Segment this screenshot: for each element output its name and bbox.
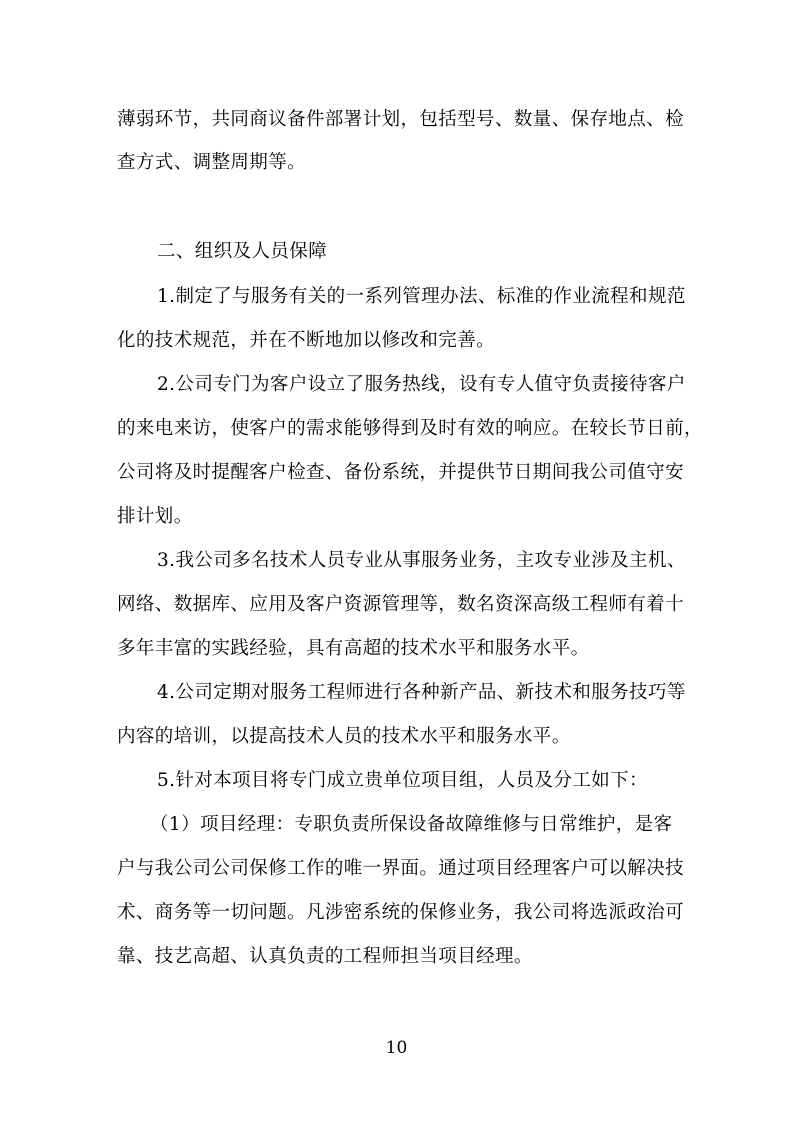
paragraph-line: 多年丰富的实践经验，具有高超的技术水平和服务水平。	[117, 638, 590, 659]
paragraph-line: 公司将及时提醒客户检查、备份系统，并提供节日期间我公司值守安	[117, 462, 685, 483]
paragraph-line: 3.我公司多名技术人员专业从事服务业务，主攻专业涉及主机、	[157, 550, 686, 571]
paragraph-line: 网络、数据库、应用及客户资源管理等，数名资深高级工程师有着十	[117, 594, 685, 615]
paragraph-line: 4.公司定期对服务工程师进行各种新产品、新技术和服务技巧等	[157, 682, 686, 703]
paragraph-line: 内容的培训，以提高技术人员的技术水平和服务水平。	[117, 726, 571, 747]
paragraph-line: 术、商务等一切问题。凡涉密系统的保修业务，我公司将选派政治可	[117, 902, 685, 923]
paragraph-line: 薄弱环节，共同商议备件部署计划，包括型号、数量、保存地点、检	[117, 109, 685, 130]
paragraph-line: 户与我公司公司保修工作的唯一界面。通过项目经理客户可以解决技	[117, 858, 685, 879]
paragraph-line: 靠、技艺高超、认真负责的工程师担当项目经理。	[117, 946, 533, 967]
paragraph-line: 5.针对本项目将专门成立贵单位项目组，人员及分工如下：	[157, 770, 648, 791]
section-heading: 二、组织及人员保障	[157, 241, 328, 262]
paragraph-line: （1）项目经理：专职负责所保设备故障维修与日常维护，是客	[150, 814, 673, 835]
paragraph-line: 查方式、调整周期等。	[117, 152, 307, 173]
paragraph-line: 的来电来访，使客户的需求能够得到及时有效的响应。在较长节日前，	[117, 418, 703, 439]
paragraph-line: 排计划。	[117, 506, 193, 527]
page-number: 10	[385, 1038, 408, 1058]
paragraph-line: 2.公司专门为客户设立了服务热线，设有专人值守负责接待客户	[157, 374, 686, 395]
paragraph-line: 化的技术规范，并在不断地加以修改和完善。	[117, 330, 496, 351]
paragraph-line: 1.制定了与服务有关的一系列管理办法、标准的作业流程和规范	[157, 286, 686, 307]
